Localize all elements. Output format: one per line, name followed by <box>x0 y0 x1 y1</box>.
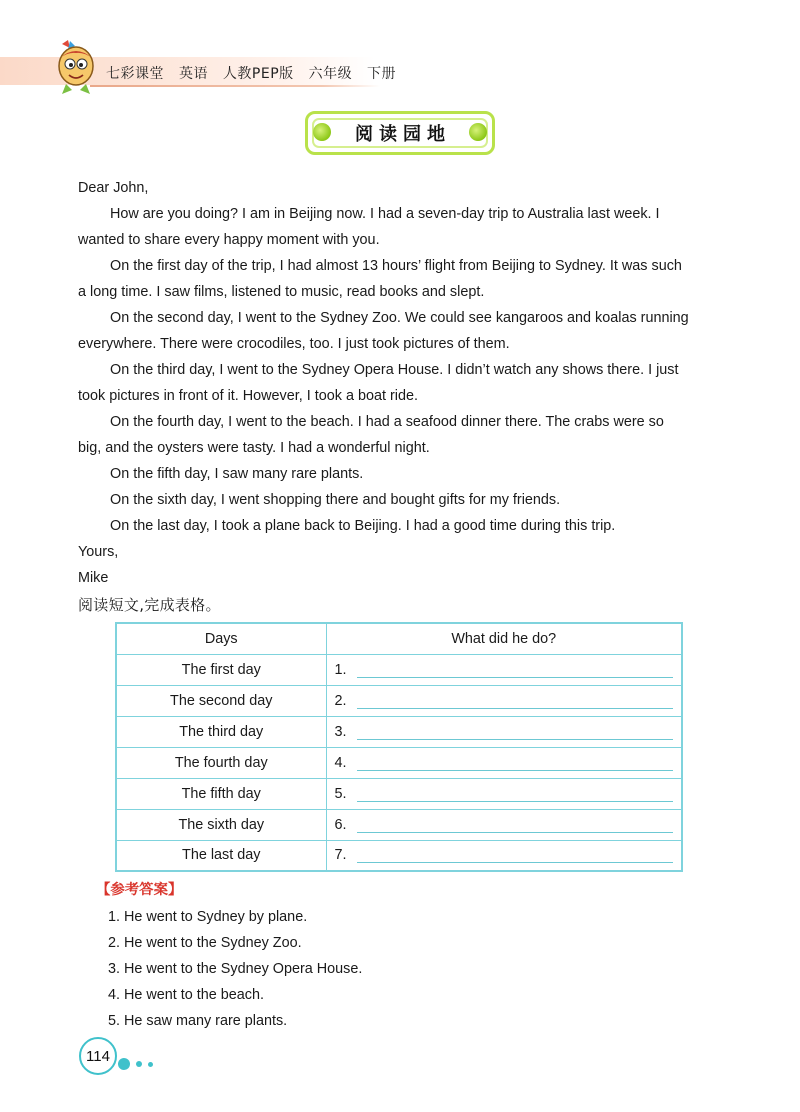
answer-item: 4. He went to the beach. <box>108 987 264 1003</box>
header-series: 七彩课堂 <box>106 66 164 82</box>
letter-paragraph <box>78 409 724 461</box>
table-header-days: Days <box>116 623 326 654</box>
table-row <box>116 840 682 871</box>
answer-blank-line[interactable] <box>357 695 674 709</box>
answer-blank-line[interactable] <box>357 819 674 833</box>
paragraph-line: On the sixth day, I went shopping there and bought gifts for my friends. <box>110 492 561 508</box>
table-day-cell: The sixth day <box>116 809 326 840</box>
answer-number: 5. <box>334 785 347 802</box>
answer-blank-line[interactable] <box>357 757 674 771</box>
page-dot-icon <box>118 1058 130 1070</box>
letter-paragraph <box>78 253 724 305</box>
page-number: 114 <box>79 1037 117 1075</box>
paragraph-line: On the third day, I went to the Sydney Opera House. I didn’t watch any shows there. I just <box>110 362 679 378</box>
green-dot-icon <box>469 123 487 141</box>
header-subject: 英语 <box>178 66 208 82</box>
table-answer-cell <box>326 809 682 840</box>
table-day-cell: The first day <box>116 654 326 685</box>
paragraph-line: On the fourth day, I went to the beach. I had a seafood dinner there. The crabs were so <box>110 414 664 430</box>
answer-key-list <box>108 904 362 1034</box>
section-title-frame <box>312 118 488 148</box>
letter-signature: Mike <box>78 570 109 586</box>
answer-number: 4. <box>334 754 347 771</box>
table-row <box>116 716 682 747</box>
mascot-icon <box>48 38 104 96</box>
answer-number: 6. <box>334 816 347 833</box>
green-dot-icon <box>313 123 331 141</box>
table-header-row <box>116 623 682 654</box>
paragraph-line: big, and the oysters were tasty. I had a wonderful night. <box>78 440 430 456</box>
answer-blank-line[interactable] <box>357 664 674 678</box>
paragraph-line: wanted to share every happy moment with you. <box>78 232 380 248</box>
table-answer-cell <box>326 685 682 716</box>
answer-number: 7. <box>334 847 347 864</box>
paragraph-line: took pictures in front of it. However, I took a boat ride. <box>78 388 418 404</box>
letter-greeting: Dear John, <box>78 180 149 196</box>
paragraph-line: On the first day of the trip, I had almost 13 hours’ flight from Beijing to Sydney. It was such <box>110 258 682 274</box>
paragraph-line: On the fifth day, I saw many rare plants. <box>110 466 364 482</box>
table-answer-cell <box>326 840 682 871</box>
answer-number: 2. <box>334 692 347 709</box>
letter-closing: Yours, <box>78 544 119 560</box>
table-day-cell: The second day <box>116 685 326 716</box>
paragraph-line: everywhere. There were crocodiles, too. I just took pictures of them. <box>78 336 510 352</box>
header-text <box>106 63 406 83</box>
table-day-cell: The third day <box>116 716 326 747</box>
table-day-cell: The fifth day <box>116 778 326 809</box>
answer-blank-line[interactable] <box>357 788 674 802</box>
answer-number: 3. <box>334 723 347 740</box>
paragraph-line: a long time. I saw films, listened to music, read books and slept. <box>78 284 485 300</box>
table-row <box>116 747 682 778</box>
answer-blank-line[interactable] <box>357 849 674 863</box>
header-grade: 六年级 <box>308 66 353 82</box>
answer-number: 1. <box>334 661 347 678</box>
header-underline <box>90 85 380 87</box>
answer-item: 3. He went to the Sydney Opera House. <box>108 961 363 977</box>
paragraph-line: How are you doing? I am in Beijing now. I had a seven-day trip to Australia last week. I <box>110 206 660 222</box>
answer-item: 1. He went to Sydney by plane. <box>108 909 308 925</box>
answer-item: 2. He went to the Sydney Zoo. <box>108 935 302 951</box>
task-instruction: 阅读短文,完成表格。 <box>78 596 221 614</box>
section-title: 阅读园地 <box>355 124 451 145</box>
letter-paragraph <box>78 461 724 487</box>
answer-key-title: 【参考答案】 <box>96 882 183 898</box>
answer-item: 5. He saw many rare plants. <box>108 1013 288 1029</box>
letter-paragraph <box>78 487 724 513</box>
section-title-badge <box>305 111 495 155</box>
page-dot-icon <box>136 1061 142 1067</box>
table-answer-cell <box>326 778 682 809</box>
answer-blank-line[interactable] <box>357 726 674 740</box>
header-volume: 下册 <box>367 66 397 82</box>
answer-table <box>115 622 683 872</box>
letter-paragraph <box>78 305 724 357</box>
paragraph-line: On the last day, I took a plane back to Beijing. I had a good time during this trip. <box>110 518 616 534</box>
table-header-what: What did he do? <box>326 623 682 654</box>
letter-paragraph <box>78 357 724 409</box>
table-answer-cell <box>326 716 682 747</box>
page-dot-icon <box>148 1062 153 1067</box>
header-edition: 人教PEP版 <box>222 66 294 82</box>
letter-paragraph <box>78 201 724 253</box>
table-row <box>116 654 682 685</box>
letter-paragraph <box>78 513 724 539</box>
table-row <box>116 809 682 840</box>
table-answer-cell <box>326 654 682 685</box>
letter-body <box>78 175 724 591</box>
table-row <box>116 778 682 809</box>
table-answer-cell <box>326 747 682 778</box>
table-day-cell: The fourth day <box>116 747 326 778</box>
paragraph-line: On the second day, I went to the Sydney Zoo. We could see kangaroos and koalas running <box>110 310 689 326</box>
table-row <box>116 685 682 716</box>
table-day-cell: The last day <box>116 840 326 871</box>
